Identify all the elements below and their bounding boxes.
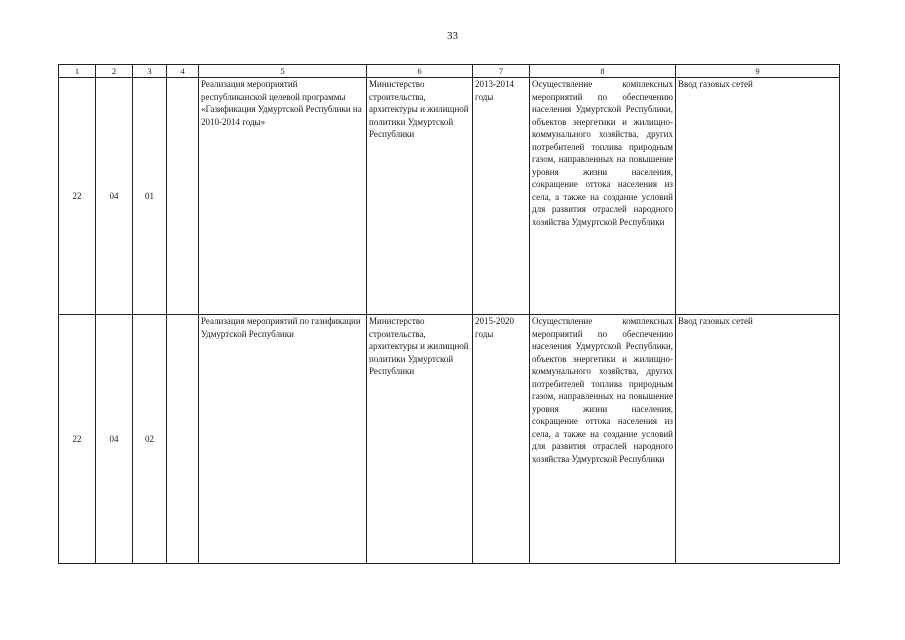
table-row <box>59 78 840 315</box>
cell-program-name: Реализация мероприятий республиканской целевой программы «Газификация Удмуртской Республики на 2010-2014 годы» <box>199 78 367 315</box>
page-number: 33 <box>447 30 458 42</box>
cell-description: Осуществление комплексных мероприятий по обеспечению населения Удмуртской Республики, объектов энергетики и жилищно-коммунального хозяйства, других потребителей топлива природным газом, направленных на повышение уровня жизни населения, сокращение оттока населения из села, а также на создание условий для развития отраслей народного хозяйства Удмуртской Республики <box>530 315 676 564</box>
cell-code-1: 22 <box>59 315 96 564</box>
cell-result: Ввод газовых сетей <box>676 78 840 315</box>
column-header-7: 7 <box>473 65 530 78</box>
cell-description: Осуществление комплексных мероприятий по обеспечению населения Удмуртской Республики, объектов энергетики и жилищно-коммунального хозяйства, других потребителей топлива природным газом, направленных на повышение уровня жизни населения, сокращение оттока населения из села, а также на создание условий для развития отраслей народного хозяйства Удмуртской Республики <box>530 78 676 315</box>
cell-code-4 <box>167 315 199 564</box>
program-table <box>58 64 840 564</box>
column-header-9: 9 <box>676 65 840 78</box>
cell-period: 2013-2014 годы <box>473 78 530 315</box>
column-header-1: 1 <box>59 65 96 78</box>
cell-code-4 <box>167 78 199 315</box>
column-header-6: 6 <box>367 65 473 78</box>
cell-program-name: Реализация мероприятий по газификации Удмуртской Республики <box>199 315 367 564</box>
cell-code-3: 01 <box>133 78 167 315</box>
column-header-8: 8 <box>530 65 676 78</box>
column-header-3: 3 <box>133 65 167 78</box>
header-row <box>59 65 840 78</box>
cell-code-1: 22 <box>59 78 96 315</box>
cell-code-3: 02 <box>133 315 167 564</box>
cell-responsible: Министерство строительства, архитектуры и жилищной политики Удмуртской Республики <box>367 78 473 315</box>
column-header-5: 5 <box>199 65 367 78</box>
column-header-4: 4 <box>167 65 199 78</box>
column-header-2: 2 <box>96 65 133 78</box>
cell-code-2: 04 <box>96 78 133 315</box>
cell-result: Ввод газовых сетей <box>676 315 840 564</box>
table-row <box>59 315 840 564</box>
cell-code-2: 04 <box>96 315 133 564</box>
cell-period: 2015-2020 годы <box>473 315 530 564</box>
cell-responsible: Министерство строительства, архитектуры и жилищной политики Удмуртской Республики <box>367 315 473 564</box>
